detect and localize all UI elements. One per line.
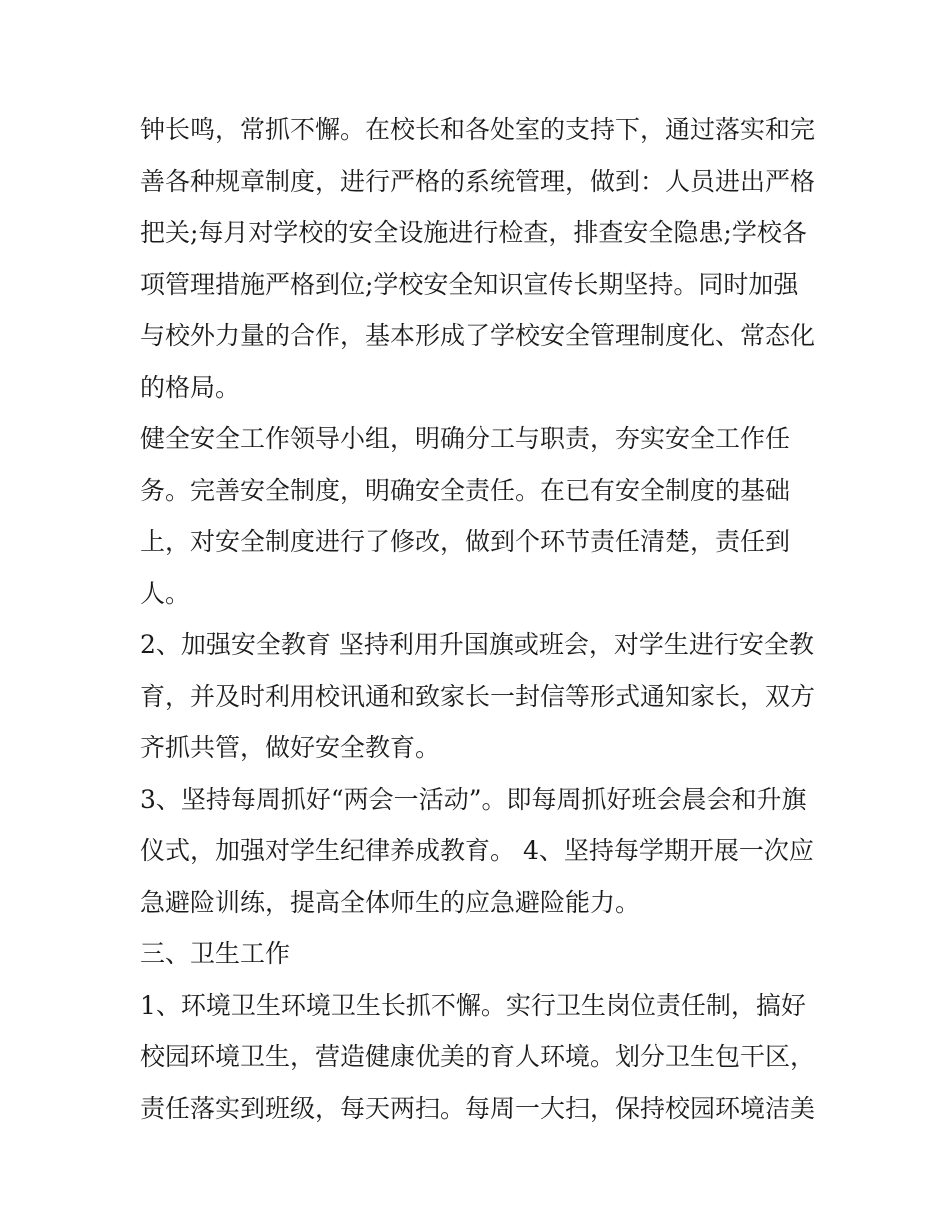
text-line: 齐抓共管，做好安全教育。 bbox=[140, 733, 441, 762]
document-body bbox=[140, 104, 820, 1134]
text-line: 2、加强安全教育 坚持利用升国旗或班会，对学生进行安全教 bbox=[140, 630, 814, 659]
text-line: 校园环境卫生，营造健康优美的育人环境。划分卫生包干区， bbox=[140, 1042, 816, 1071]
text-line: 3、坚持每周抓好“两会一活动”。即每周抓好班会晨会和升旗 bbox=[140, 784, 807, 814]
text-line: 善各种规章制度，进行严格的系统管理，做到：人员进出严格 bbox=[140, 166, 816, 196]
text-line: 育，并及时利用校讯通和致家长一封信等形式通知家长，双方 bbox=[140, 681, 816, 711]
text-line: 的格局。 bbox=[140, 372, 241, 402]
text-line: 健全安全工作领导小组，明确分工与职责，夯实安全工作任 bbox=[140, 424, 791, 453]
text-line: 项管理措施严格到位;学校安全知识宣传长期坚持。同时加强 bbox=[140, 269, 799, 299]
text-line: 上，对安全制度进行了修改，做到个环节责任清楚，责任到 bbox=[140, 527, 791, 556]
text-line: 1、环境卫生环境卫生长抓不懈。实行卫生岗位责任制，搞好 bbox=[140, 990, 806, 1020]
section-heading: 三、卫生工作 bbox=[140, 939, 291, 968]
text-line: 钟长鸣，常抓不懈。在校长和各处室的支持下，通过落实和完 bbox=[140, 115, 816, 144]
text-line: 把关;每月对学校的安全设施进行检查，排查安全隐患;学校各 bbox=[140, 218, 807, 247]
text-line: 急避险训练，提高全体师生的应急避险能力。 bbox=[140, 887, 641, 917]
text-line: 务。完善安全制度，明确安全责任。在已有安全制度的基础 bbox=[140, 475, 791, 505]
text-line: 与校外力量的合作，基本形成了学校安全管理制度化、常态化 bbox=[140, 321, 816, 350]
text-line: 仪式，加强对学生纪律养成教育。 4、坚持每学期开展一次应 bbox=[140, 836, 814, 865]
text-line: 人。 bbox=[140, 578, 191, 608]
text-line: 责任落实到班级，每天两扫。每周一大扫，保持校园环境洁美 bbox=[140, 1093, 816, 1123]
